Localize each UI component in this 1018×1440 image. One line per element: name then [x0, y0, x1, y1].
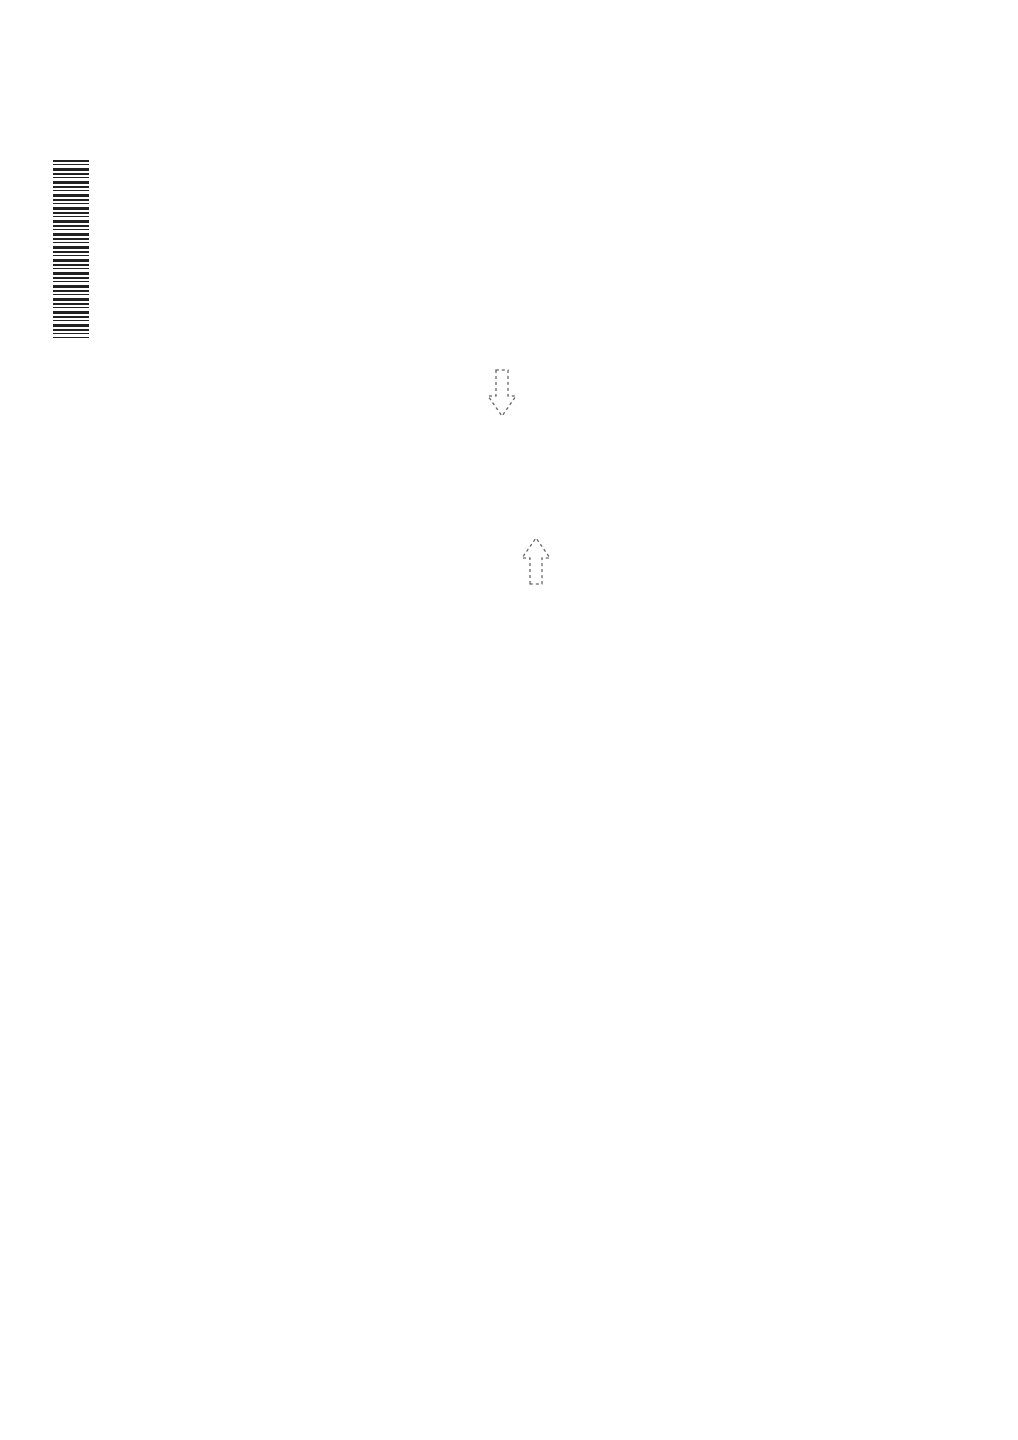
end-energy-arrow-icon [484, 368, 520, 420]
primary-energy-arrow-icon [518, 534, 554, 586]
barcode [53, 160, 89, 338]
